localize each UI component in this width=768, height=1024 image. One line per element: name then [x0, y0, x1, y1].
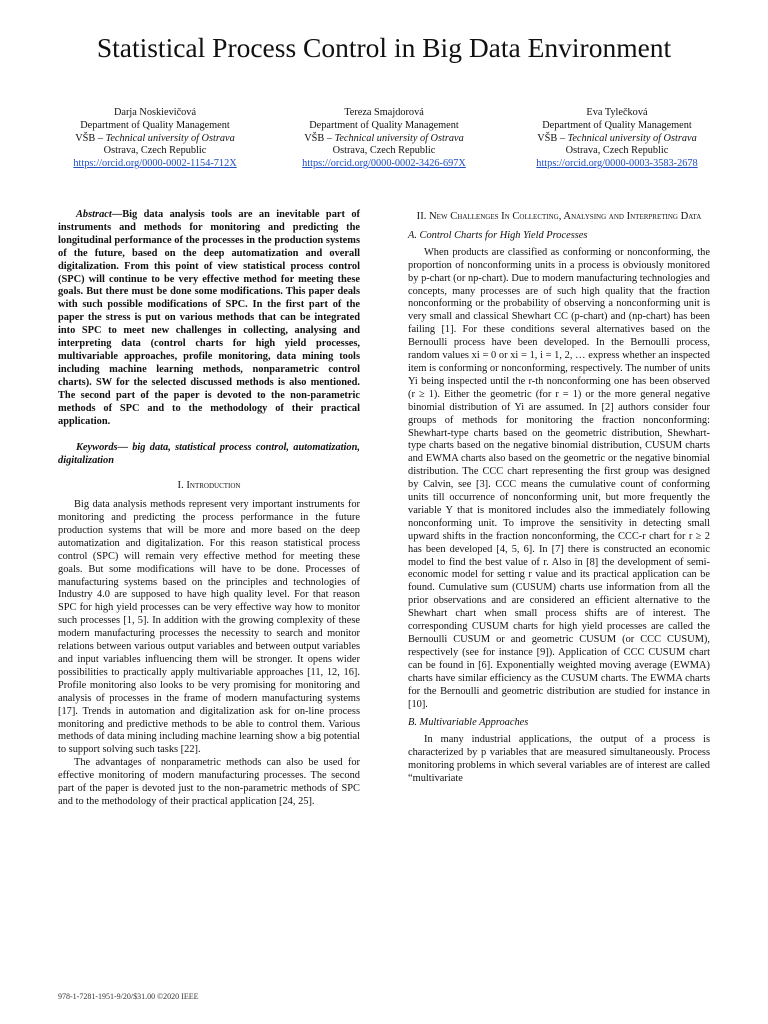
subsection-heading-b: B. Multivariable Approaches [408, 717, 529, 729]
author-dept: Department of Quality Management [542, 119, 692, 131]
author-institution: VŠB – Technical university of Ostrava [304, 132, 464, 144]
section-heading-challenges: II. New Challenges In Collecting, Analysing and Interpreting Data [416, 211, 702, 222]
intro-paragraph-1: Big data analysis methods represent very important instruments for monitoring and predicting the process performance in the future production systems that will be more and more based on the deep automatization and digitalization. For this reason statistical process control (SPC) will remain very effective method for meeting these goals. But some modifications will have to be done. Processes of manufacturing systems based on the principles and technologies of Industry 4.0 are supposed to have high quality level. For that reason SPC for high yield processes can be very effective way how to monitor such processes [1, 5]. In addition with the growing complexity of these modern manufacturing processes the necessity to search and monitor relations between various output variables and between output variables and input variables influencing them will be stronger. It opens wider possibilities to practically apply multivariable approaches [11, 12, 16]. Profile monitoring also looks to be very promising for monitoring and analysis of processes in the frame of modern manufacturing systems [17]. Trends in automation and digitalization ask for on-line process monitoring and predictive methods to be able to control them. Various methods of data mining including machine learning show a big potential to support solving such tasks [22]. [58, 499, 360, 756]
author-3 [492, 107, 742, 171]
abstract-lead: Abstract [76, 209, 112, 220]
author-2 [259, 107, 509, 171]
abstract-text: —Big data analysis tools are an inevitable part of instruments and methods for monitoring and predicting the longitudinal performance of the processes in the production systems of the future, based on the deep automatization and overall digitalization. From this point of view statistical process control (SPC) will continue to be very effective method for meeting these goals. But there must be done some modifications. This paper deals with such possible modifications of SPC. In the first part of the paper the stress is put on various methods that can be integrated into SPC to meet new challenges in collecting, analysing and interpreting data (control charts for high yield processes, multivariable approaches, profile monitoring, data mining tools including machine learning methods, nonparametric control charts). SW for the selected discussed methods is also mentioned. The second part of the paper is devoted to the non-parametric methods of SPC and to the methodology of their practical application. [58, 209, 360, 427]
author-orcid-link[interactable]: https://orcid.org/0000-0002-3426-697X [302, 158, 466, 170]
keywords: Keywords— big data, statistical process control, automatization, digitalization [58, 442, 360, 467]
author-dept: Department of Quality Management [309, 119, 459, 131]
author-name: Darja Noskievičová [113, 107, 197, 118]
author-location: Ostrava, Czech Republic [103, 145, 207, 157]
subsection-heading-a: A. Control Charts for High Yield Processes [408, 229, 588, 241]
author-location: Ostrava, Czech Republic [332, 145, 436, 157]
author-block [0, 107, 768, 171]
author-name: Tereza Smajdorová [344, 107, 424, 118]
section2-paragraph-b: In many industrial applications, the output of a process is characterized by p variables that are measured simultaneously. Process monitoring problems in which several variables are of interest are called “multivariate [408, 734, 710, 785]
right-column [408, 209, 710, 786]
author-dept: Department of Quality Management [80, 119, 230, 131]
author-1 [30, 107, 280, 171]
abstract [58, 209, 360, 428]
author-institution: VŠB – Technical university of Ostrava [537, 132, 697, 144]
author-orcid-link[interactable]: https://orcid.org/0000-0002-1154-712X [73, 158, 237, 170]
paper-title: Statistical Process Control in Big Data Environment [96, 32, 672, 63]
author-orcid-link[interactable]: https://orcid.org/0000-0003-3583-2678 [536, 158, 698, 170]
intro-paragraph-2: The advantages of nonparametric methods can also be used for effective monitoring of modern manufacturing processes. The second part of the paper is devoted just to the non-parametric methods of SPC and to the methodology of their practical application [24, 25]. [58, 757, 360, 807]
author-name: Eva Tylečková [586, 107, 648, 118]
left-column [58, 209, 360, 809]
section-heading-introduction: I. Introduction [177, 480, 241, 492]
section2-paragraph-a: When products are classified as conforming or nonconforming, the proportion of nonconforming units in a process is obviously monitored by p-chart (or np-chart). Due to modern manufacturing technologies and concepts, many processes are of such high quality that the fraction nonconforming or the probability of observing a nonconforming unit is very small and classical Shewhart CC (p-chart) and (np-chart) has been failing [1]. For these conditions several alternatives based on the Bernoulli process have been developed. In the Bernoulli process, random values xi = 0 or xi = 1, i = 1, 2, … express whether an inspected item is conforming or nonconforming, respectively. The number of units Yi being inspected until the r-th nonconforming one has been observed (r ≥ 1). Either the geometric (for r = 1) or the more general negative binomial distribution of Yi are assumed. In [2] authors consider four groups of methods for monitoring the fraction nonconforming: Shewhart-type charts based on the geometric distribution, Shewhart-type charts based on the negative binomial distribution, CUSUM charts and EWMA charts also based on the geometric or the negative binomial distribution. The CCC chart representing the first group was designed by Calvin, see [3]. CCC means the cumulative count of conforming units till occurrence of nonconforming unit, but more frequently the variable Y that is monitored includes also the immediately following nonconforming unit. To improve the sensitivity in detecting small upward shifts in the fraction nonconforming, the CCC-r chart for r ≥ 2 has been developed [4, 5, 6]. In [7] there is constructed an economic model to find the best value of r. Also in [8] the development of semi-economic model for setting r value and its practical application can be found. Cumulative sum (CUSUM) charts use information from all the prior observations and are considered an efficient alternative to the Shewhart chart when small process shifts are of interest. The corresponding CUSUM charts for high yield processes are called the Bernoulli CUSUM or and geometric CUSUM (or CCC CUSUM), respectively (see for instance [9]). Application of CCC CUSUM chart can be found in [6]. Exponentially weighted moving average (EWMA) charts have similar efficiency as the CUSUM charts. The EWMA charts for the Bernoulli and geometric distribution are studied for instance in [10]. [408, 246, 710, 710]
copyright-footer: 978-1-7281-1951-9/20/$31.00 ©2020 IEEE [58, 992, 199, 1001]
author-location: Ostrava, Czech Republic [565, 145, 669, 157]
author-institution: VŠB – Technical university of Ostrava [75, 132, 235, 144]
